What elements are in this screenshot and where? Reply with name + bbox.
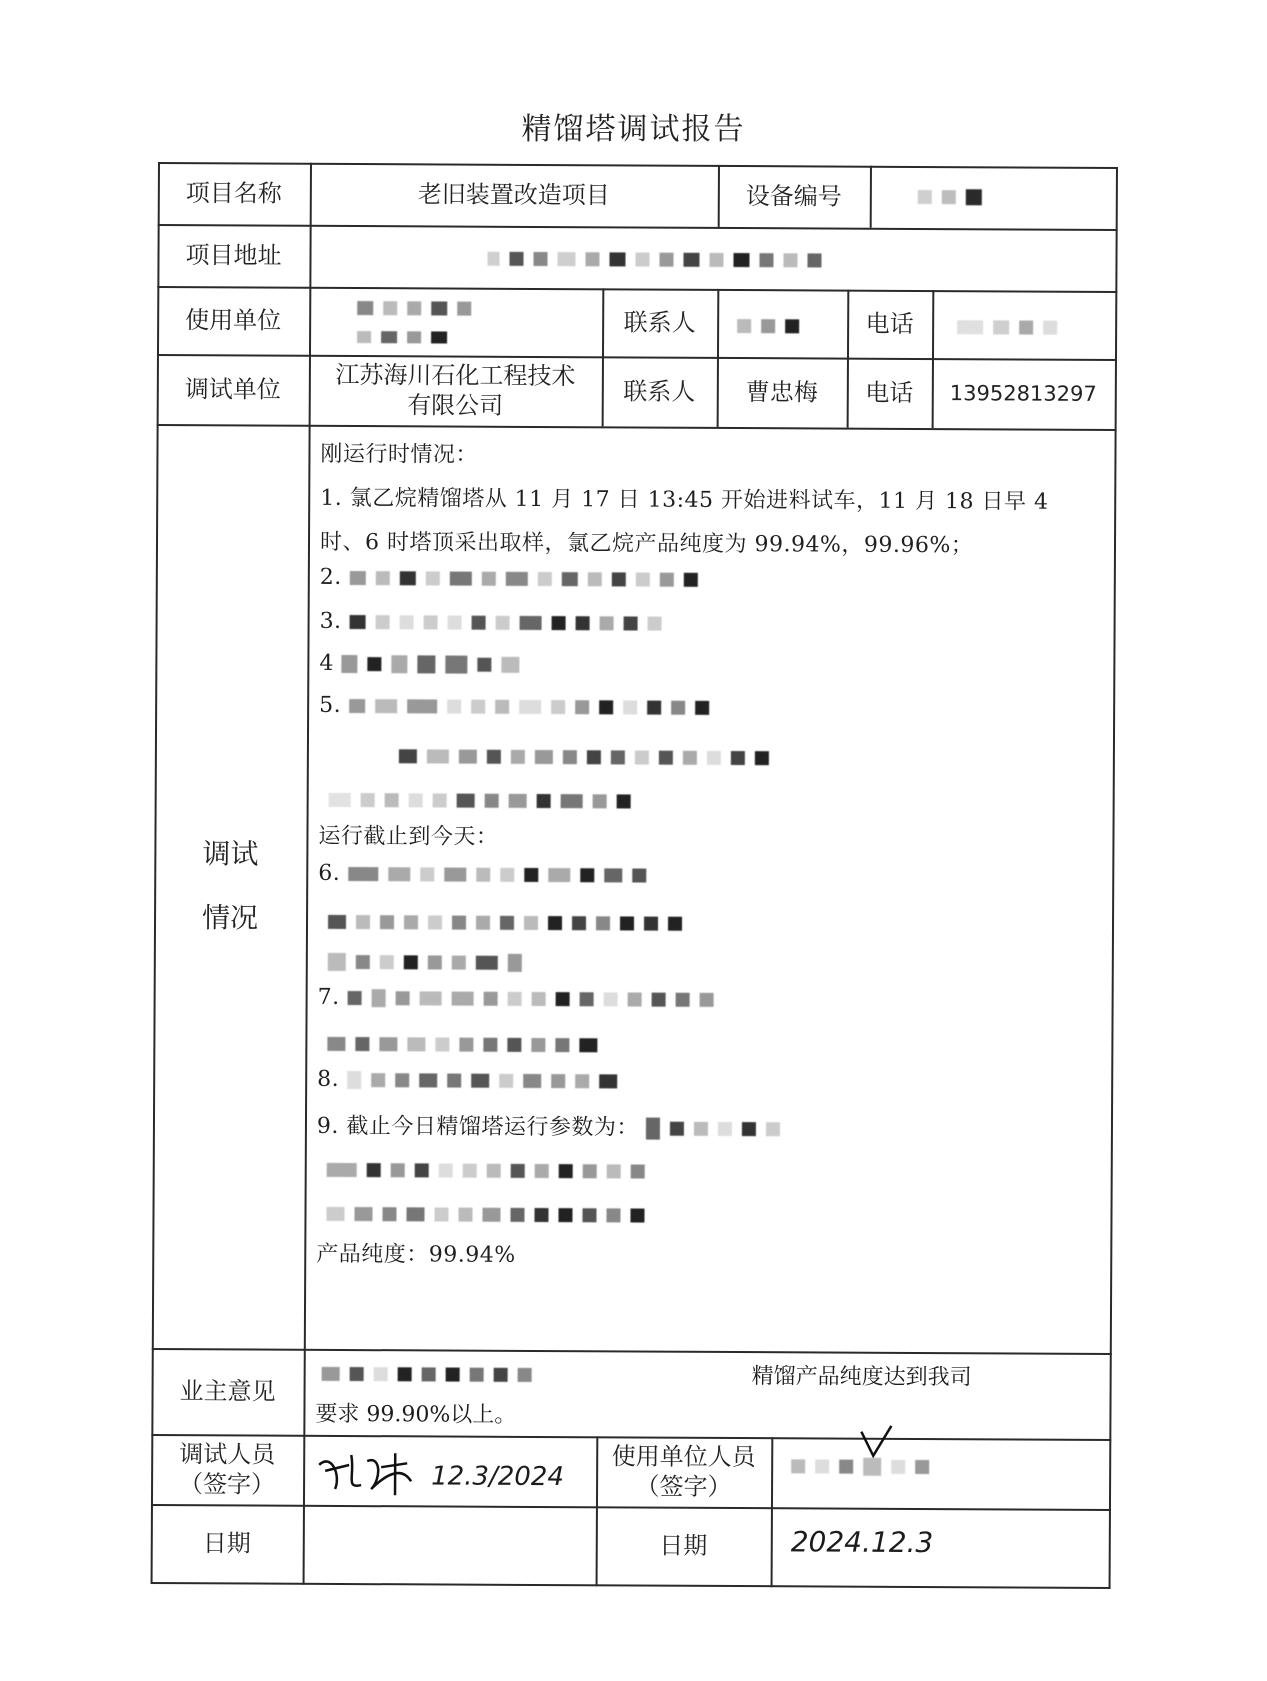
redacted-item7-line2	[327, 1031, 607, 1057]
item9	[317, 1109, 791, 1142]
item7-prefix: 7.	[317, 984, 340, 1010]
user-staff-label-line1: 使用单位人员	[611, 1442, 756, 1472]
redacted-item5-line1	[349, 693, 719, 720]
redacted-item5-line2	[399, 743, 779, 770]
user-unit-label: 使用单位	[185, 306, 282, 335]
item5-line1	[319, 693, 719, 720]
commissioning-unit-line1: 江苏海川石化工程技术	[335, 360, 576, 391]
redacted-equipment-no	[918, 186, 992, 205]
purity-line: 产品纯度：99.94%	[316, 1241, 516, 1268]
redacted-user-contact	[737, 315, 809, 334]
redacted-params-line2	[326, 1201, 654, 1228]
redacted-user-unit	[357, 297, 597, 346]
redacted-project-address	[487, 248, 831, 269]
commissioning-unit-line2: 有限公司	[407, 391, 504, 420]
signature-date-right: 2024.12.3	[790, 1525, 934, 1560]
column-divider	[870, 166, 872, 228]
user-staff-label	[596, 1436, 771, 1507]
item1-line2: 时、6 时塔顶采出取样，氯乙烷产品纯度为 99.94%，99.96%；	[319, 529, 974, 559]
user-signature-mark	[851, 1422, 911, 1462]
user-staff-label-line2: （签字）	[635, 1472, 732, 1502]
redacted-item5-line3	[329, 787, 641, 814]
commissioning-contact-label: 联系人	[623, 377, 696, 406]
commissioning-unit-label: 调试单位	[184, 375, 281, 404]
redacted-item3	[349, 609, 671, 636]
item8-prefix: 8.	[317, 1066, 340, 1092]
project-address-label: 项目地址	[185, 241, 282, 270]
item1-line1: 1. 氯乙烷精馏塔从 11 月 17 日 13:45 开始进料试车，11 月 18 日早 4	[320, 485, 1049, 515]
commissioning-staff-label-line1: 调试人员	[179, 1440, 276, 1469]
date-label-left: 日期	[202, 1529, 251, 1558]
item2-prefix: 2.	[319, 564, 342, 590]
project-name-label: 项目名称	[185, 179, 282, 208]
item4	[319, 651, 529, 677]
redacted-user-phone	[957, 316, 1067, 336]
situation-content	[306, 425, 1111, 1353]
redacted-item2	[349, 565, 707, 592]
commissioning-phone-label: 电话	[865, 378, 914, 407]
item9-text: 9. 截止今日精馏塔运行参数为：	[316, 1113, 639, 1141]
redacted-item6-line3	[328, 949, 532, 975]
situation-label	[152, 424, 309, 1349]
owner-opinion-label: 业主意见	[179, 1377, 276, 1406]
commissioning-staff-label-line2: （签字）	[179, 1470, 276, 1499]
redacted-item4	[341, 651, 529, 677]
item6-line1	[318, 861, 656, 888]
redacted-item7-line1	[347, 985, 723, 1012]
owner-opinion-line2: 要求 99.90%以上。	[315, 1401, 517, 1428]
date-label-right: 日期	[659, 1531, 708, 1560]
equipment-no-label: 设备编号	[745, 182, 842, 211]
document-title: 精馏塔调试报告	[521, 112, 746, 147]
redacted-owner-opinion	[322, 1363, 542, 1383]
item5-prefix: 5.	[319, 692, 342, 718]
commissioning-phone-value: 13952813297	[949, 381, 1097, 406]
project-name-value: 老旧装置改造项目	[417, 180, 610, 210]
situation-label-line2: 情况	[201, 901, 259, 935]
redacted-item6-line2	[328, 909, 692, 936]
commissioning-contact-value: 曹忠梅	[745, 378, 818, 407]
item3-prefix: 3.	[319, 608, 342, 634]
redacted-params-line1	[327, 1157, 655, 1184]
owner-opinion-line1-tail: 精馏产品纯度达到我司	[751, 1364, 972, 1391]
report-form	[151, 162, 1118, 1590]
commissioning-signature	[311, 1445, 431, 1502]
commissioning-unit-value	[309, 355, 602, 427]
signature-date-left: 12.3/2024	[431, 1461, 565, 1493]
item6-prefix: 6.	[318, 860, 341, 886]
user-phone-label: 电话	[865, 309, 914, 338]
item2	[320, 565, 708, 592]
redacted-item6-line1	[348, 861, 656, 888]
user-contact-label: 联系人	[623, 308, 696, 337]
redacted-item9	[646, 1116, 790, 1142]
heading-current: 运行截止到今天：	[318, 823, 499, 850]
situation-label-line1: 调试	[202, 837, 259, 871]
item4-prefix: 4	[319, 650, 334, 676]
commissioning-staff-label	[151, 1434, 303, 1505]
item8	[317, 1067, 627, 1094]
heading-initial: 刚运行时情况：	[320, 441, 479, 468]
redacted-item8	[347, 1067, 627, 1093]
item7-line1	[318, 985, 724, 1012]
item3	[320, 609, 672, 636]
